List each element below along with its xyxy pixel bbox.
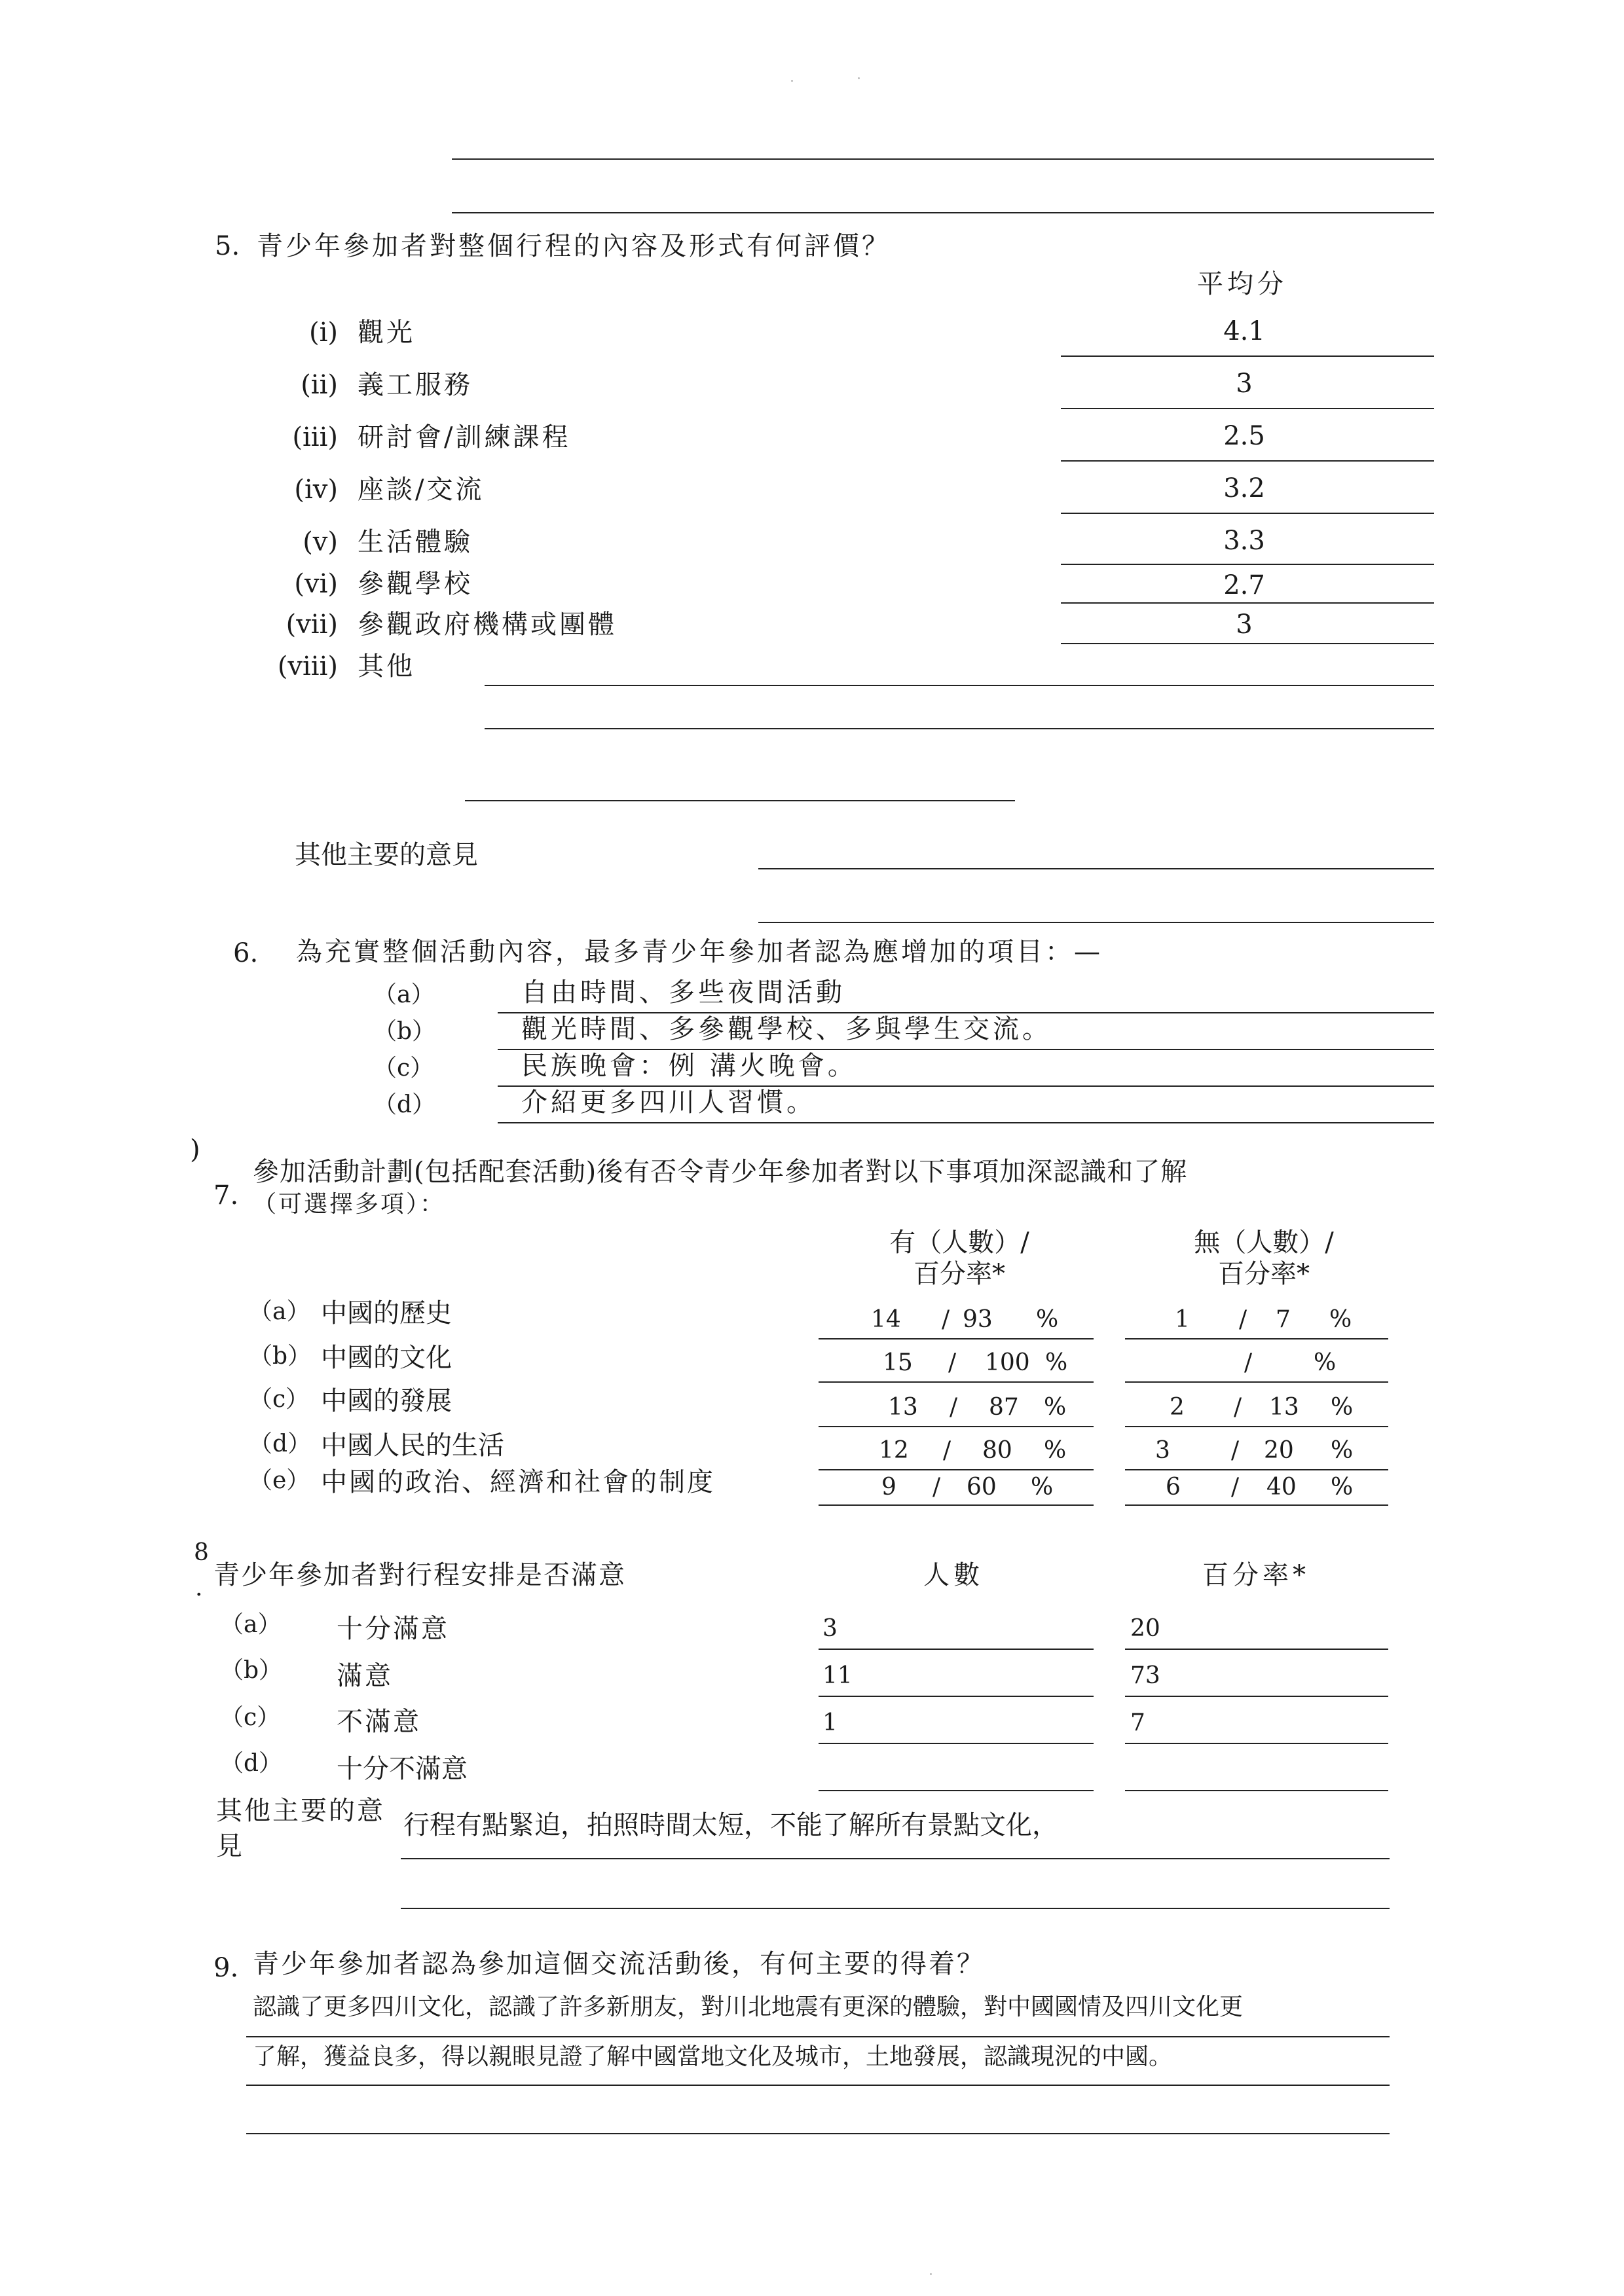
- q7-no-count: 3: [1155, 1437, 1170, 1464]
- q7-yes-pct: 93: [963, 1306, 993, 1333]
- q5-number: 5.: [215, 231, 240, 261]
- q7-row-num: （a）: [249, 1298, 310, 1325]
- q8-row-label: 不滿意: [337, 1707, 421, 1737]
- q5-question: 青少年參加者對整個行程的內容及形式有何評價？: [257, 231, 891, 261]
- q8-row-num: （b）: [220, 1657, 283, 1684]
- q7-yes-sep: /: [942, 1306, 950, 1333]
- scan-speck: [858, 77, 860, 79]
- q7-no-unit: %: [1329, 1306, 1352, 1333]
- answer-line: [1125, 1426, 1388, 1427]
- q7-no-unit: %: [1331, 1437, 1354, 1464]
- q7-no-sep: /: [1244, 1349, 1253, 1376]
- q7-row-label: 中國的發展: [321, 1386, 452, 1416]
- q7-no-sep: /: [1234, 1394, 1242, 1421]
- q8-row-count: 1: [822, 1709, 838, 1736]
- q5-other-num: (viii): [277, 651, 338, 682]
- q5-score-header: 平均分: [1197, 269, 1287, 299]
- answer-line: [819, 1469, 1094, 1470]
- answer-line: [401, 1858, 1390, 1859]
- q7-yes-sep: /: [948, 1349, 957, 1376]
- q8-comment: 行程有點緊迫，拍照時間太短，不能了解所有景點文化，: [403, 1810, 1058, 1840]
- q8-row-num: （a）: [220, 1611, 282, 1638]
- q6-item-num: （c）: [373, 1055, 434, 1082]
- q7-question-line2: （可選擇多項）：: [253, 1191, 446, 1218]
- q8-row-count: 3: [822, 1615, 838, 1642]
- q5-item-num: (vi): [294, 569, 338, 599]
- q5-item-score: 3.2: [1223, 473, 1265, 503]
- q7-row-num: （d）: [249, 1430, 312, 1457]
- q7-yes-count: 14: [871, 1306, 901, 1333]
- q8-row-label: 滿意: [337, 1661, 393, 1691]
- q7-row-label: 中國的文化: [321, 1343, 452, 1373]
- q7-no-pct: 20: [1264, 1437, 1294, 1464]
- q7-question-line1: 參加活動計劃(包括配套活動)後有否令青少年參加者對以下事項加深認識和了解: [253, 1157, 1188, 1187]
- q8-question: 青少年參加者對行程安排是否滿意: [213, 1560, 626, 1590]
- q7-no-count: 6: [1166, 1474, 1181, 1501]
- q5-item-num: (vii): [286, 610, 338, 640]
- q6-item-text: 介紹更多四川人習慣。: [521, 1087, 816, 1118]
- answer-line: [1125, 1790, 1388, 1791]
- q7-yes-pct: 80: [982, 1437, 1012, 1464]
- q5-item-label: 參觀學校: [358, 569, 473, 599]
- score-line: [1061, 355, 1434, 357]
- q7-no-unit: %: [1331, 1474, 1354, 1501]
- q7-yes-sep: /: [943, 1437, 951, 1464]
- q7-no-count: 2: [1170, 1394, 1185, 1421]
- q7-number: 7.: [213, 1180, 239, 1211]
- q8-row-pct: 7: [1130, 1709, 1145, 1736]
- q8-number: 8: [194, 1539, 209, 1566]
- score-line: [1061, 602, 1434, 604]
- q6-question: 為充實整個活動內容，最多青少年參加者認為應增加的項目：—: [296, 937, 1103, 967]
- answer-line: [246, 2133, 1390, 2134]
- q8-count-header: 人數: [923, 1560, 984, 1590]
- answer-line: [1125, 1649, 1388, 1650]
- q5-item-score: 2.5: [1223, 421, 1265, 451]
- q7-row-label: 中國人民的生活: [321, 1430, 504, 1461]
- answer-line: [498, 1049, 1434, 1050]
- score-line: [1061, 408, 1434, 409]
- blank-line: [485, 685, 1434, 686]
- q5-item-num: (iv): [294, 475, 338, 505]
- q5-item-score: 3: [1236, 610, 1253, 640]
- q5-item-num: (ii): [301, 370, 338, 400]
- answer-line: [819, 1790, 1094, 1791]
- answer-line: [1125, 1338, 1388, 1339]
- q7-yes-unit: %: [1045, 1349, 1068, 1376]
- q5-item-score: 4.1: [1223, 316, 1265, 346]
- answer-line: [819, 1338, 1094, 1339]
- q6-item-text: 自由時間、多些夜間活動: [521, 977, 845, 1008]
- q9-answer-line1: 認識了更多四川文化，認識了許多新朋友，對川北地震有更深的體驗，對中國國情及四川文化更: [253, 1994, 1244, 2020]
- q7-no-count: 1: [1175, 1306, 1190, 1333]
- q8-pct-header: 百分率*: [1202, 1560, 1310, 1590]
- scan-speck: [791, 80, 793, 82]
- q7-yes-sep: /: [932, 1474, 941, 1501]
- q8-row-num: （d）: [220, 1750, 283, 1777]
- answer-line: [1125, 1469, 1388, 1470]
- q8-row-pct: 73: [1130, 1662, 1160, 1689]
- q5-item-score: 3: [1236, 369, 1253, 399]
- q7-no-unit: %: [1331, 1394, 1354, 1421]
- answer-line: [819, 1743, 1094, 1744]
- q7-yes-pct: 87: [989, 1394, 1019, 1421]
- q7-no-sep: /: [1231, 1474, 1240, 1501]
- q5-item-num: (v): [303, 527, 338, 557]
- answer-line: [498, 1122, 1434, 1123]
- q7-yes-pct: 100: [985, 1349, 1030, 1376]
- q5-item-label: 研討會/訓練課程: [358, 422, 571, 452]
- q8-row-count: 11: [822, 1662, 853, 1689]
- q8-comments-label: 見: [216, 1831, 242, 1861]
- q5-item-num: (iii): [292, 422, 338, 452]
- q5-item-score: 2.7: [1223, 570, 1265, 600]
- answer-line: [819, 1504, 1094, 1506]
- q6-item-num: （a）: [373, 981, 435, 1008]
- q6-item-text: 民族晚會：例 溝火晚會。: [521, 1051, 857, 1081]
- q7-no-header: 百分率*: [1218, 1259, 1310, 1289]
- q7-yes-header: 百分率*: [913, 1259, 1005, 1289]
- q8-number-dot: .: [195, 1575, 203, 1601]
- q7-no-unit: %: [1314, 1349, 1337, 1376]
- q6-number: 6.: [233, 938, 259, 968]
- q7-yes-sep: /: [950, 1394, 958, 1421]
- score-line: [1061, 643, 1434, 644]
- q9-number: 9.: [213, 1953, 239, 1983]
- score-line: [1061, 460, 1434, 462]
- q7-no-sep: /: [1231, 1437, 1240, 1464]
- q5-comments-label: 其他主要的意見: [295, 840, 478, 870]
- score-line: [1061, 513, 1434, 514]
- scan-speck: [930, 2273, 932, 2275]
- answer-line: [819, 1649, 1094, 1650]
- q7-yes-pct: 60: [967, 1474, 997, 1501]
- q5-item-label: 義工服務: [358, 370, 473, 400]
- answer-line: [1125, 1381, 1388, 1383]
- q5-item-score: 3.3: [1223, 526, 1265, 556]
- q7-yes-unit: %: [1036, 1306, 1059, 1333]
- answer-line: [1125, 1743, 1388, 1744]
- answer-line: [246, 2085, 1390, 2086]
- q7-row-num: （c）: [249, 1386, 310, 1413]
- q7-yes-header: 有（人數）/: [889, 1228, 1029, 1258]
- q7-row-label: 中國的歷史: [321, 1298, 452, 1328]
- blank-line: [485, 728, 1434, 729]
- q7-row-num: （e）: [249, 1467, 310, 1494]
- q7-yes-unit: %: [1044, 1394, 1067, 1421]
- q8-row-label: 十分滿意: [337, 1614, 449, 1644]
- q5-item-label: 座談/交流: [358, 475, 485, 505]
- answer-line: [819, 1381, 1094, 1383]
- score-line: [1061, 564, 1434, 565]
- q5-other-label: 其他: [358, 651, 415, 682]
- q5-item-label: 參觀政府機構或團體: [358, 610, 617, 640]
- q7-no-pct: 13: [1269, 1394, 1299, 1421]
- q7-no-pct: 40: [1266, 1474, 1297, 1501]
- blank-line: [465, 800, 1015, 801]
- q7-yes-unit: %: [1044, 1437, 1067, 1464]
- q7-yes-count: 13: [888, 1394, 918, 1421]
- answer-line: [1125, 1696, 1388, 1697]
- q7-no-header: 無（人數）/: [1194, 1228, 1334, 1258]
- q8-row-label: 十分不滿意: [337, 1754, 468, 1784]
- stray-mark: ): [190, 1135, 200, 1165]
- q7-yes-count: 15: [883, 1349, 913, 1376]
- blank-line: [452, 158, 1434, 160]
- answer-line: [401, 1908, 1390, 1909]
- blank-line: [758, 868, 1434, 869]
- q6-item-text: 觀光時間、多參觀學校、多與學生交流。: [521, 1014, 1052, 1044]
- q7-yes-count: 12: [879, 1437, 909, 1464]
- q7-yes-unit: %: [1031, 1474, 1054, 1501]
- q7-row-label: 中國的政治、經濟和社會的制度: [321, 1467, 715, 1497]
- q8-comments-label: 其他主要的意: [216, 1796, 385, 1826]
- answer-line: [1125, 1504, 1388, 1506]
- q6-item-num: （d）: [373, 1091, 436, 1118]
- q7-row-num: （b）: [249, 1343, 312, 1370]
- blank-line: [758, 922, 1434, 923]
- q9-answer-line2: 了解，獲益良多，得以親眼見證了解中國當地文化及城市，土地發展，認識現況的中國。: [253, 2043, 1173, 2070]
- q9-question: 青少年參加者認為參加這個交流活動後，有何主要的得着？: [253, 1949, 985, 1979]
- q8-row-num: （c）: [220, 1704, 281, 1731]
- answer-line: [498, 1012, 1434, 1013]
- blank-line: [452, 212, 1434, 213]
- answer-line: [819, 1696, 1094, 1697]
- q7-yes-count: 9: [881, 1474, 896, 1501]
- q5-item-label: 生活體驗: [358, 527, 473, 557]
- answer-line: [819, 1426, 1094, 1427]
- q7-no-pct: 7: [1276, 1306, 1291, 1333]
- answer-line: [498, 1085, 1434, 1087]
- q5-item-num: (i): [308, 318, 338, 348]
- q5-item-label: 觀光: [358, 318, 415, 348]
- answer-line: [246, 2036, 1390, 2037]
- q6-item-num: （b）: [373, 1018, 436, 1045]
- q8-row-pct: 20: [1130, 1615, 1160, 1642]
- q7-no-sep: /: [1239, 1306, 1247, 1333]
